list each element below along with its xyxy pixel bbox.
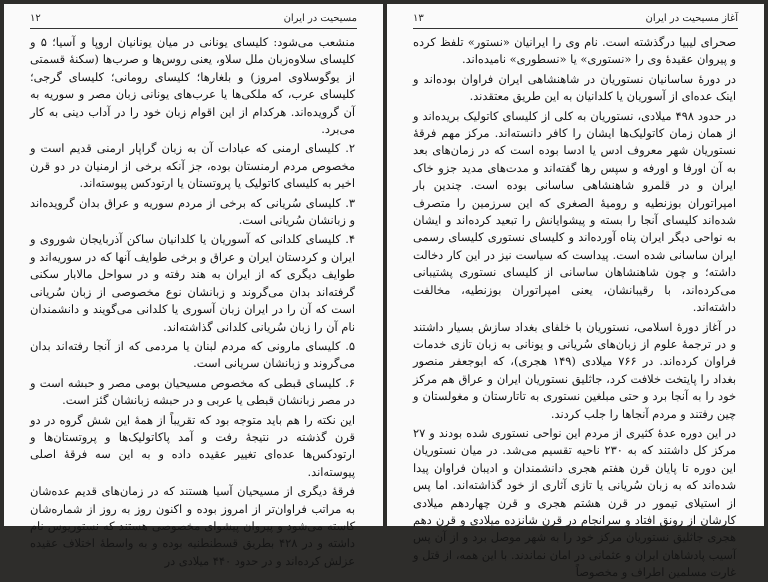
right-page-body (413, 34, 737, 580)
right-paragraph-5: در این دوره عدهٔ کثیری از مردم این نواحی نستوری شده بودند و ۲۷ مرکز کل داشتند که به ۲۳۰ ناحیه تقسیم می‌شد. در میان نستوریان این دوره تا پایان قرن هفتم هجری دانشمندان و ادیبان فراوان پیدا شده‌اند که به زبان سُریانی یا تازی آثاری از خود گذاشته‌اند. اما پس از استیلای تیمور در قرن هشتم هجری و قرن چهاردهم میلادی کارشان از رونق افتاد و سرانجام در قرن شانزده میلادی و قرن دهم هجری جاثلیق نستوریان مرکز خود را به شهر موصل برد و از آن پس آسیب پادشاهان ایران و عثمانی در امان نماندند. با این همه، از قتل و غارت مسلمین اطراف و مخصوصاً (413, 425, 736, 580)
left-paragraph-2: ۲. کلیسای ارمنی که عبادات آن به زبان گراپار ارمنی قدیم است و مخصوص مردم ارمنستان بوده، جز آنکه برخی از ارمنیان در دو قرن اخیر به کلیسای کاتولیک یا پروتستان یا ارتودکس پیوسته‌اند. (30, 141, 355, 191)
left-page (4, 4, 383, 568)
right-paragraph-1: صحرای لیبیا درگذشته است. نام وی را ایرانیان «نستور» تلفظ کرده و پیروان عقیدهٔ وی را «نستوری» یا «نسطوری» نامیده‌اند. (413, 35, 736, 67)
left-page-number: ۱۲ (30, 13, 41, 24)
right-page-number: ۱۳ (413, 13, 424, 24)
left-page-header (30, 12, 357, 29)
right-page (387, 4, 764, 580)
left-paragraph-3: ۳. کلیسای سُریانی که برخی از مردم سوریه و عراق بدان گرویده‌اند و زبانشان سُریانی است. (30, 195, 355, 228)
left-page-body (30, 34, 355, 568)
left-paragraph-5: ۵. کلیسای مارونی که مردم لبنان یا مردمی که از آنجا رفته‌اند بدان می‌گروند و زبانشان سریانی است. (30, 338, 355, 371)
left-paragraph-6: ۶. کلیسای قبطی که مخصوص مسیحیان بومی مصر و حبشه است و در مصر زبانشان قبطی یا عربی و در حبشه زبانشان گئز است. (30, 375, 355, 408)
right-running-title: آغاز مسیحیت در ایران (645, 13, 738, 24)
left-paragraph-8: فرقهٔ دیگری از مسیحیان آسیا هستند که در زمان‌های قدیم عده‌شان به مراتب فراوان‌تر از امروز بوده و اکنون روز به روز از شماره‌شان کاسته می‌شود و پیروان پیشوای مخصوصی هستند که نستوریوس نام داشته و در ۴۲۸ بطریق قسطنطنیه بوده و به واسطهٔ اختلاف عقیده عزلش کرده‌اند و در حدود ۴۴۰ میلادی در (30, 484, 355, 568)
left-paragraph-4: ۴. کلیسای کلدانی که آسوریان یا کلدانیان ساکن آذربایجان شوروی و ایران و کردستان ایران و عراق و برخی طوایف آنها که در سوریه‌اند و طوایف دیگری که از ایران به هند رفته و در سواحل مالابار سکنی گرفته‌اند بدان می‌گروند و زبانشان نوع مخصوصی از زبان سُریانی است که آن را در ایران زبان آسوری یا کلدانی می‌گویند و دانشمندان نام آن را زبان سُریانی کلدانی گذاشته‌اند. (30, 232, 355, 334)
right-page-header (413, 12, 738, 29)
right-paragraph-2: در دورهٔ ساسانیان نستوریان در شاهنشاهی ایران فراوان بوده‌اند و اینک عده‌ای از آسوریان یا کلدانیان به این طریق معتقدند. (413, 71, 736, 104)
left-paragraph-7: این نکته را هم باید متوجه بود که تقریباً از همهٔ این شش گروه در دو قرن گذشته در نتیجهٔ رفت و آمد پاکاتولیک‌ها و پروتستان‌ها و ارتودکس‌ها عده‌ای تغییر عقیده داده و به این سه فرقهٔ اصلی پیوسته‌اند. (30, 412, 355, 479)
left-paragraph-1: منشعب می‌شود: کلیسای یونانی در میان یونانیان اروپا و آسیا؛ ۵ و کلیسای سلاوه‌زبان ملل سلاو، یعنی روس‌ها و صرب‌ها (سکنهٔ قسمتی از یوگوسلاوی امروز) و بلغارها؛ کلیسای رومانی؛ کلیسای گرجی؛ کلیسای عرب، که ملکی‌ها یا عرب‌های یونانی زبان مصر و سوریه به آن گرویده‌اند. هرکدام از این اقوام زبان خود را در آداب دینی به کار می‌برد. (30, 35, 355, 137)
right-paragraph-4: در آغاز دورهٔ اسلامی، نستوریان با خلفای بغداد سازش بسیار داشتند و در ترجمهٔ علوم از زبان‌های سُریانی و یونانی به زبان تازی خدمات فراوان کرده‌اند. در ۷۶۶ میلادی (۱۴۹ هجری)، که ابوجعفر منصور بغداد را پایتخت خلافت کرد، جاثلیق نستوریان ایران و عراق هم مرکز خود را به آنجا برد و حتی مبلغین نستوری به تاتارستان و مغولستان و چین رفتند و مردم آنجاها را جلب کردند. (413, 319, 737, 421)
right-paragraph-3: در حدود ۴۹۸ میلادی، نستوریان به کلی از کلیسای کاتولیک بریده‌اند و از همان زمان کاتولیک‌ها ایشان را کافر دانسته‌اند. مرکز مهم فرقهٔ نستوریان شهر معروف ادس یا ادسا بوده است که در زمان‌های بعد به آن اورفا و اورفه و سپس رها گفته‌اند و مدت‌های مدید جزو خاک ایران و در قلمرو شاهنشاهی ساسانی بوده است. چندین بار امپراتوران بوزنطیه و رومیهٔ الصغری که این سرزمین را متصرف شده‌اند کلیسای آنجا را بسته و پیشوایانش را تبعید کرده‌اند و ایشان به نواحی دیگر ایران پناه آورده‌اند و کلیسای نستوری کلیسای رسمی ایران ساسانی شده است. پیداست که سیاست نیز در این کار دخالت داشته؛ و چون شاهنشاهان ساسانی از کلیسای نستوری پشتیبانی می‌کرده‌اند، با رقیبانشان، یعنی امپراتوران بوزنطیه، مخالفت داشته‌اند. (413, 108, 736, 315)
left-running-title: مسیحیت در ایران (283, 13, 357, 24)
